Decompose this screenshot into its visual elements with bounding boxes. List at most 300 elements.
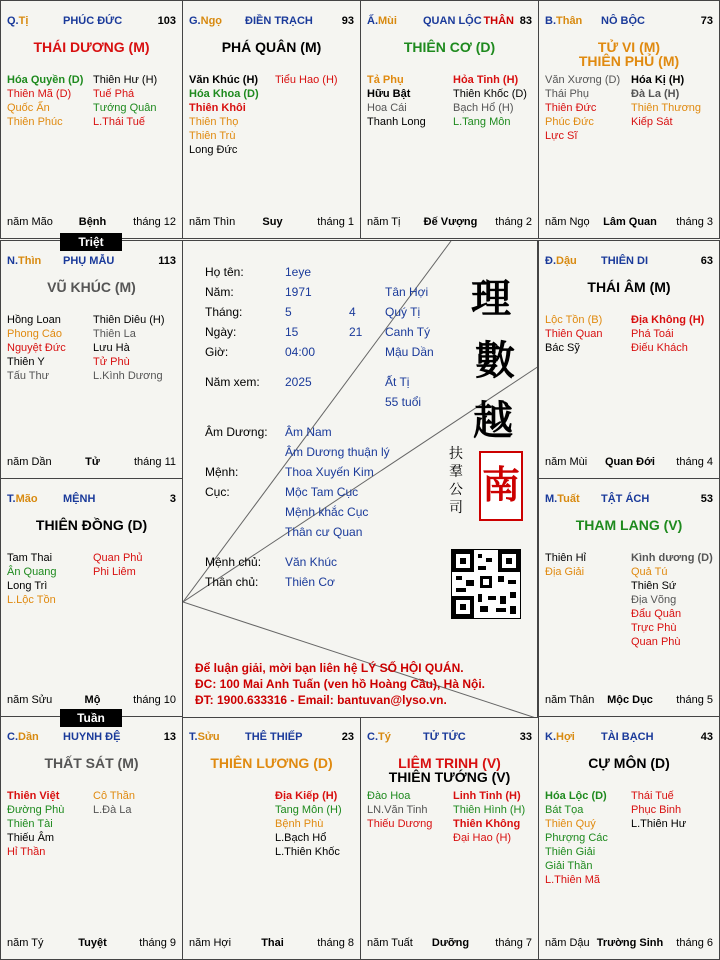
palace-chi: Tuất	[557, 493, 580, 505]
stars-left	[545, 313, 602, 355]
palace-chi: Mùi	[378, 15, 397, 27]
info-canchi: 55 tuổi	[385, 395, 422, 409]
palace-phase: Quan Đới	[605, 456, 655, 468]
minor-star: Thái Tuế	[631, 790, 674, 802]
palace-phase: Dưỡng	[431, 937, 470, 949]
sub-char-1: 扶	[449, 446, 463, 462]
minor-star: Ân Quang	[7, 566, 57, 578]
stars-left	[545, 789, 608, 887]
stars-left	[545, 73, 620, 143]
palace-footer	[7, 216, 178, 230]
minor-star: Thái Phụ	[545, 88, 590, 100]
palace-header	[367, 731, 534, 745]
palace-age: 43	[700, 731, 713, 743]
minor-star: Thiên Hỉ	[545, 552, 586, 564]
center-info-panel	[182, 240, 538, 718]
minor-star: Phượng Các	[545, 832, 608, 844]
minor-star: Văn Xương (D)	[545, 74, 621, 86]
palace-can-chi	[545, 15, 582, 27]
palace-can: N.	[7, 255, 18, 267]
meta-value: Mệnh khắc Cục	[285, 505, 369, 519]
palace-name: HUYNH ĐỆ	[63, 731, 121, 743]
main-star: THÁI DƯƠNG (M)	[33, 39, 150, 55]
palace-age: 63	[700, 255, 713, 267]
main-star: THAM LANG (V)	[575, 517, 683, 533]
minor-star: Địa Kiếp (H)	[275, 790, 338, 802]
minor-star: Thiên Quý	[545, 818, 596, 830]
minor-star: Hữu Bật	[367, 88, 411, 100]
palace-chi: Dần	[18, 731, 39, 743]
seal-char-1: 理	[471, 275, 511, 322]
minor-star: Địa Võng	[631, 594, 677, 606]
minor-star: Thiên Thọ	[189, 116, 239, 128]
palace-year: năm Thìn	[189, 216, 236, 228]
stars-right	[93, 73, 157, 129]
palace-header	[7, 255, 178, 269]
minor-star: Quan Phủ	[93, 552, 143, 564]
palace-header	[189, 15, 356, 29]
palace-can: T.	[189, 731, 198, 743]
meta-label: Âm Dương:	[205, 425, 268, 439]
info-canchi: Ất Tị	[385, 375, 410, 389]
palace-footer	[7, 937, 178, 951]
minor-star: L.Bạch Hổ	[275, 832, 327, 844]
palace-header	[7, 15, 178, 29]
minor-star: Kình dương (D)	[631, 552, 713, 564]
palace-name: NÔ BỘC	[601, 15, 645, 27]
palace-year: năm Thân	[545, 694, 595, 706]
minor-star: Đại Hao (H)	[453, 832, 512, 844]
qr-code-icon[interactable]	[451, 549, 521, 619]
minor-star: Thiên Không	[453, 818, 521, 830]
palace-month: tháng 9	[139, 937, 176, 949]
stars-right	[453, 73, 527, 129]
palace-phase: Tuyệt	[78, 937, 107, 949]
minor-star: Hóa Khoa (D)	[189, 88, 259, 100]
palace-chi: Hợi	[556, 731, 575, 743]
palace-age: 33	[519, 731, 532, 743]
main-star: VŨ KHÚC (M)	[47, 279, 136, 295]
meta-label: Thân chủ:	[205, 575, 259, 589]
palace-phase: Trường Sinh	[596, 937, 664, 949]
meta-value: Thiên Cơ	[285, 575, 335, 589]
palace-phase: Lâm Quan	[603, 216, 657, 228]
stars-right	[275, 73, 338, 87]
palace-footer	[7, 694, 178, 708]
minor-star: Thiếu Âm	[7, 832, 55, 844]
palace-year: năm Dậu	[545, 937, 590, 949]
ad-line: Để luận giải, mời bạn liên hệ LÝ SỐ HỘI QUÁN.	[195, 661, 464, 675]
palace-age: 103	[157, 15, 176, 27]
triet-marker: Triệt	[60, 233, 122, 251]
minor-star: Lưu Hà	[93, 342, 130, 354]
stars-right	[631, 551, 713, 649]
palace-hoi[interactable]	[538, 716, 720, 960]
palace-ty[interactable]	[360, 716, 539, 960]
stars-right	[631, 73, 701, 129]
palace-age: 113	[158, 255, 176, 267]
minor-star: Hóa Quyền (D)	[7, 74, 84, 86]
palace-can-chi	[7, 493, 38, 505]
minor-star: Thiên Hình (H)	[453, 804, 526, 816]
palace-mao[interactable]	[0, 478, 183, 717]
palace-ti[interactable]	[0, 0, 183, 239]
palace-chi: Thân	[556, 15, 583, 27]
info-canchi: Tân Hợi	[385, 285, 429, 299]
minor-star: Bác Sỹ	[545, 342, 580, 354]
minor-star: L.Thiên Hư	[631, 818, 687, 830]
stars-left	[367, 789, 432, 831]
palace-phase: Tử	[85, 456, 100, 468]
palace-footer	[545, 937, 715, 951]
palace-can-chi	[367, 15, 397, 27]
palace-phase: Mộc Dục	[607, 694, 653, 706]
minor-star: Nguyệt Đức	[7, 342, 66, 354]
palace-age: 53	[700, 493, 713, 505]
info-label: Giờ:	[205, 345, 229, 359]
palace-ngo[interactable]	[182, 0, 361, 239]
palace-header	[545, 493, 715, 507]
meta-value: Thân cư Quan	[285, 525, 363, 539]
palace-suu[interactable]	[182, 716, 361, 960]
info-canchi: Canh Tý	[385, 325, 431, 339]
palace-can-chi	[545, 255, 577, 267]
palace-header	[367, 15, 534, 29]
minor-star: Thiên Thương	[631, 102, 702, 114]
minor-star: Thiên Đức	[545, 102, 597, 114]
palace-footer	[545, 694, 715, 708]
main-star: TỬ VI (M)	[597, 39, 661, 55]
minor-star: Quả Tú	[631, 566, 668, 578]
minor-star: Thiên Trù	[189, 130, 236, 142]
main-star: THIÊN TƯỚNG (V)	[388, 769, 511, 785]
minor-star: Long Đức	[189, 144, 238, 156]
palace-chi: Tị	[18, 15, 29, 27]
minor-star: Thiên Phúc	[7, 116, 63, 128]
info-value: 2025	[285, 375, 312, 389]
minor-star: Bệnh Phù	[275, 818, 324, 830]
minor-star: Tam Thai	[7, 552, 53, 564]
stars-right	[93, 789, 135, 817]
palace-can-chi	[7, 15, 28, 27]
palace-can: Đ.	[545, 255, 556, 267]
meta-label: Mệnh chủ:	[205, 555, 262, 569]
minor-star: Tiểu Hao (H)	[275, 74, 338, 86]
info-value: 1971	[285, 285, 312, 299]
palace-can: T.	[7, 493, 16, 505]
palace-name: TÀI BẠCH	[601, 731, 654, 743]
minor-star: Tấu Thư	[7, 370, 50, 382]
stars-right	[631, 313, 704, 355]
palace-phase: Thai	[261, 937, 284, 949]
minor-star: Hóa Lộc (D)	[545, 790, 607, 802]
palace-mui[interactable]	[360, 0, 539, 239]
palace-month: tháng 11	[133, 456, 176, 468]
meta-value: Thoa Xuyến Kim	[285, 465, 374, 479]
minor-star: L.Đà La	[93, 804, 132, 816]
palace-name: TỬ TỨC	[423, 731, 466, 743]
info-canchi: Mậu Dần	[385, 345, 434, 359]
minor-star: Thiên La	[93, 328, 136, 340]
minor-star: L.Thái Tuế	[93, 116, 145, 128]
minor-star: Thiên Sứ	[631, 580, 677, 592]
stars-left	[7, 551, 57, 607]
info-lunar: 21	[349, 325, 363, 339]
palace-name: MỆNH	[63, 493, 96, 505]
palace-phase: Bệnh	[78, 216, 107, 228]
info-value: 5	[285, 305, 292, 319]
palace-chi: Ngọ	[200, 15, 223, 27]
palace-age: 23	[341, 731, 354, 743]
minor-star: Đào Hoa	[367, 790, 411, 802]
palace-name: TẬT ÁCH	[601, 493, 650, 505]
palace-year: năm Ngọ	[545, 216, 590, 228]
stars-left	[367, 73, 426, 129]
info-label: Ngày:	[205, 325, 237, 339]
main-star: CỰ MÔN (D)	[588, 755, 670, 771]
palace-year: năm Tuất	[367, 937, 413, 949]
palace-phase: Đế Vượng	[423, 216, 478, 228]
minor-star: Hỉ Thần	[7, 846, 46, 858]
palace-chi: Sửu	[197, 731, 220, 743]
minor-star: Thiên Khôi	[189, 102, 246, 114]
minor-star: Tang Môn (H)	[275, 804, 342, 816]
palace-can: C.	[367, 731, 378, 743]
palace-can: B.	[545, 15, 556, 27]
stars-left	[7, 73, 83, 129]
main-star: PHÁ QUÂN (M)	[221, 39, 322, 55]
palace-than[interactable]	[538, 0, 720, 239]
ad-line: ĐT: 1900.633316 - Email: bantuvan@lyso.vn.	[195, 693, 447, 707]
sub-char-3: 公	[449, 482, 463, 498]
palace-month: tháng 1	[317, 216, 354, 228]
palace-age: 73	[700, 15, 713, 27]
palace-footer	[189, 937, 356, 951]
palace-dan[interactable]	[0, 716, 183, 960]
palace-chi: Mão	[15, 493, 38, 505]
palace-footer	[545, 216, 715, 230]
palace-month: tháng 12	[133, 216, 176, 228]
info-label: Năm xem:	[205, 375, 260, 389]
meta-label: Mệnh:	[205, 465, 239, 479]
palace-year: năm Sửu	[7, 694, 53, 706]
palace-chi: Tý	[378, 731, 391, 743]
minor-star: Thiên Việt	[7, 790, 60, 802]
minor-star: L.Thiên Mã	[545, 874, 601, 886]
red-seal-stamp: 南	[479, 451, 523, 521]
minor-star: Bạch Hổ (H)	[453, 102, 514, 114]
palace-age: 83	[519, 15, 532, 27]
palace-can-chi	[367, 731, 391, 743]
palace-footer	[367, 216, 534, 230]
minor-star: Hoa Cái	[367, 102, 407, 114]
palace-tuat[interactable]	[538, 478, 720, 717]
meta-value: Mộc Tam Cục	[285, 485, 359, 499]
palace-month: tháng 2	[495, 216, 532, 228]
palace-month: tháng 4	[676, 456, 713, 468]
minor-star: L.Thiên Khốc	[275, 846, 340, 858]
minor-star: Tử Phù	[93, 356, 130, 368]
palace-phase: Mộ	[84, 694, 101, 706]
palace-name: ĐIỀN TRẠCH	[245, 15, 313, 27]
info-label: Năm:	[205, 285, 234, 299]
minor-star: Phục Binh	[631, 804, 682, 816]
palace-name: PHÚC ĐỨC	[63, 15, 123, 27]
minor-star: Kiếp Sát	[631, 116, 673, 128]
palace-can-chi	[7, 255, 41, 267]
palace-can-chi	[545, 731, 575, 743]
seal-char-2: 數	[475, 337, 515, 384]
palace-name: QUAN LỘC	[423, 15, 482, 27]
palace-age: 3	[169, 493, 176, 505]
main-star: THẤT SÁT (M)	[44, 755, 139, 771]
palace-year: năm Tý	[7, 937, 44, 949]
minor-star: Thiên Hư (H)	[93, 74, 158, 86]
palace-month: tháng 8	[317, 937, 354, 949]
palace-can: M.	[545, 493, 558, 505]
palace-header	[545, 731, 715, 745]
minor-star: Thiên Quan	[545, 328, 603, 340]
palace-phase: Suy	[262, 216, 283, 228]
company-chars	[449, 445, 465, 517]
main-star: THIÊN ĐỒNG (D)	[35, 517, 148, 533]
minor-star: Thiên Mã (D)	[7, 88, 72, 100]
palace-footer	[7, 456, 178, 470]
minor-star: Cô Thần	[93, 790, 135, 802]
stars-left	[189, 73, 259, 157]
palace-header	[545, 255, 715, 269]
minor-star: Quốc Ấn	[7, 102, 50, 114]
meta-value: Âm Nam	[285, 425, 332, 439]
minor-star: Lộc Tồn (B)	[545, 314, 603, 326]
minor-star: Thiên Giải	[545, 846, 596, 858]
palace-month: tháng 3	[676, 216, 713, 228]
stars-right	[275, 789, 342, 859]
minor-star: Thiên Y	[7, 356, 45, 368]
minor-star: Trực Phù	[631, 622, 677, 634]
palace-month: tháng 7	[495, 937, 532, 949]
palace-name: THÊ THIẾP	[245, 731, 303, 743]
palace-name: PHỤ MẪU	[63, 255, 115, 267]
main-star: THÁI ÂM (M)	[587, 279, 671, 295]
main-star: THIÊN PHỦ (M)	[578, 53, 680, 69]
info-lunar: 4	[349, 305, 356, 319]
minor-star: Phong Cáo	[7, 328, 63, 340]
minor-star: Linh Tinh (H)	[453, 790, 521, 802]
palace-dau[interactable]	[538, 240, 720, 479]
info-label: Họ tên:	[205, 265, 244, 279]
stars-right	[453, 789, 525, 845]
palace-year: năm Hợi	[189, 937, 232, 949]
info-canchi: Quý Tị	[385, 305, 421, 319]
palace-month: tháng 10	[133, 694, 176, 706]
minor-star: Thiên Diêu (H)	[93, 314, 165, 326]
info-label: Tháng:	[205, 305, 243, 319]
minor-star: Điếu Khách	[631, 342, 688, 354]
palace-age: 13	[163, 731, 176, 743]
info-value: 04:00	[285, 345, 316, 359]
minor-star: Phúc Đức	[545, 116, 594, 128]
minor-star: Phá Toái	[631, 328, 674, 340]
minor-star: Địa Không (H)	[631, 314, 705, 326]
palace-age: 93	[341, 15, 354, 27]
minor-star: Quan Phù	[631, 636, 681, 648]
palace-year: năm Dần	[7, 456, 52, 468]
seal-char-3: 越	[473, 397, 513, 444]
palace-footer	[545, 456, 715, 470]
sub-char-2: 羣	[449, 464, 463, 480]
palace-year: năm Tị	[367, 216, 401, 228]
palace-footer	[367, 937, 534, 951]
palace-chi: Dậu	[556, 255, 577, 267]
meta-value: Âm Dương thuận lý	[285, 445, 390, 459]
palace-month: tháng 6	[676, 937, 713, 949]
stars-right	[631, 789, 686, 831]
palace-can-chi	[189, 731, 220, 743]
minor-star: Đường Phù	[7, 804, 65, 816]
meta-value: Văn Khúc	[285, 555, 338, 569]
minor-star: Thiếu Dương	[367, 818, 433, 830]
palace-year: năm Mùi	[545, 456, 588, 468]
minor-star: Hồng Loan	[7, 314, 61, 326]
palace-can: C.	[7, 731, 18, 743]
palace-header	[545, 15, 715, 29]
stars-left	[545, 551, 586, 579]
main-star: THIÊN LƯƠNG (D)	[210, 755, 333, 771]
palace-chi: Thìn	[18, 255, 42, 267]
palace-can: Q.	[7, 15, 19, 27]
info-value: 15	[285, 325, 299, 339]
minor-star: Tả Phụ	[367, 74, 404, 86]
ad-line: ĐC: 100 Mai Anh Tuấn (ven hồ Hoàng Cầu), Hà Nội.	[195, 677, 486, 691]
minor-star: Giải Thần	[545, 860, 593, 872]
minor-star: Lực Sĩ	[545, 130, 578, 142]
minor-star: Thiên Tài	[7, 818, 53, 830]
minor-star: Hóa Kị (H)	[631, 74, 685, 86]
minor-star: L.Tang Môn	[453, 116, 511, 128]
sub-char-4: 司	[449, 500, 463, 516]
minor-star: L.Kình Dương	[93, 370, 163, 382]
tuan-marker: Tuần	[60, 709, 122, 727]
minor-star: Địa Giải	[545, 566, 585, 578]
main-star: THIÊN CƠ (D)	[403, 39, 496, 55]
minor-star: L.Lộc Tồn	[7, 594, 56, 606]
palace-can: K.	[545, 731, 556, 743]
stars-right	[93, 313, 165, 383]
minor-star: Bát Tọa	[545, 804, 584, 816]
palace-name: THIÊN DI	[601, 255, 649, 267]
palace-footer	[189, 216, 356, 230]
minor-star: Văn Khúc (H)	[189, 74, 259, 86]
minor-star: Phi Liêm	[93, 566, 136, 578]
main-star: LIÊM TRINH (V)	[398, 755, 501, 771]
minor-star: Tuế Phá	[93, 88, 135, 100]
minor-star: Hỏa Tinh (H)	[453, 74, 519, 86]
palace-year: năm Mão	[7, 216, 53, 228]
minor-star: Long Trì	[7, 580, 48, 592]
minor-star: Đẩu Quân	[631, 608, 682, 620]
minor-star: LN.Văn Tinh	[367, 804, 428, 816]
palace-can-chi	[545, 493, 580, 505]
palace-thin[interactable]	[0, 240, 183, 479]
minor-star: Đà La (H)	[631, 88, 680, 100]
minor-star: Thiên Khốc (D)	[453, 88, 527, 100]
minor-star: Thanh Long	[367, 116, 426, 128]
palace-can: G.	[189, 15, 201, 27]
palace-can-chi	[189, 15, 222, 27]
palace-month: tháng 5	[676, 694, 713, 706]
stars-right	[93, 551, 143, 579]
